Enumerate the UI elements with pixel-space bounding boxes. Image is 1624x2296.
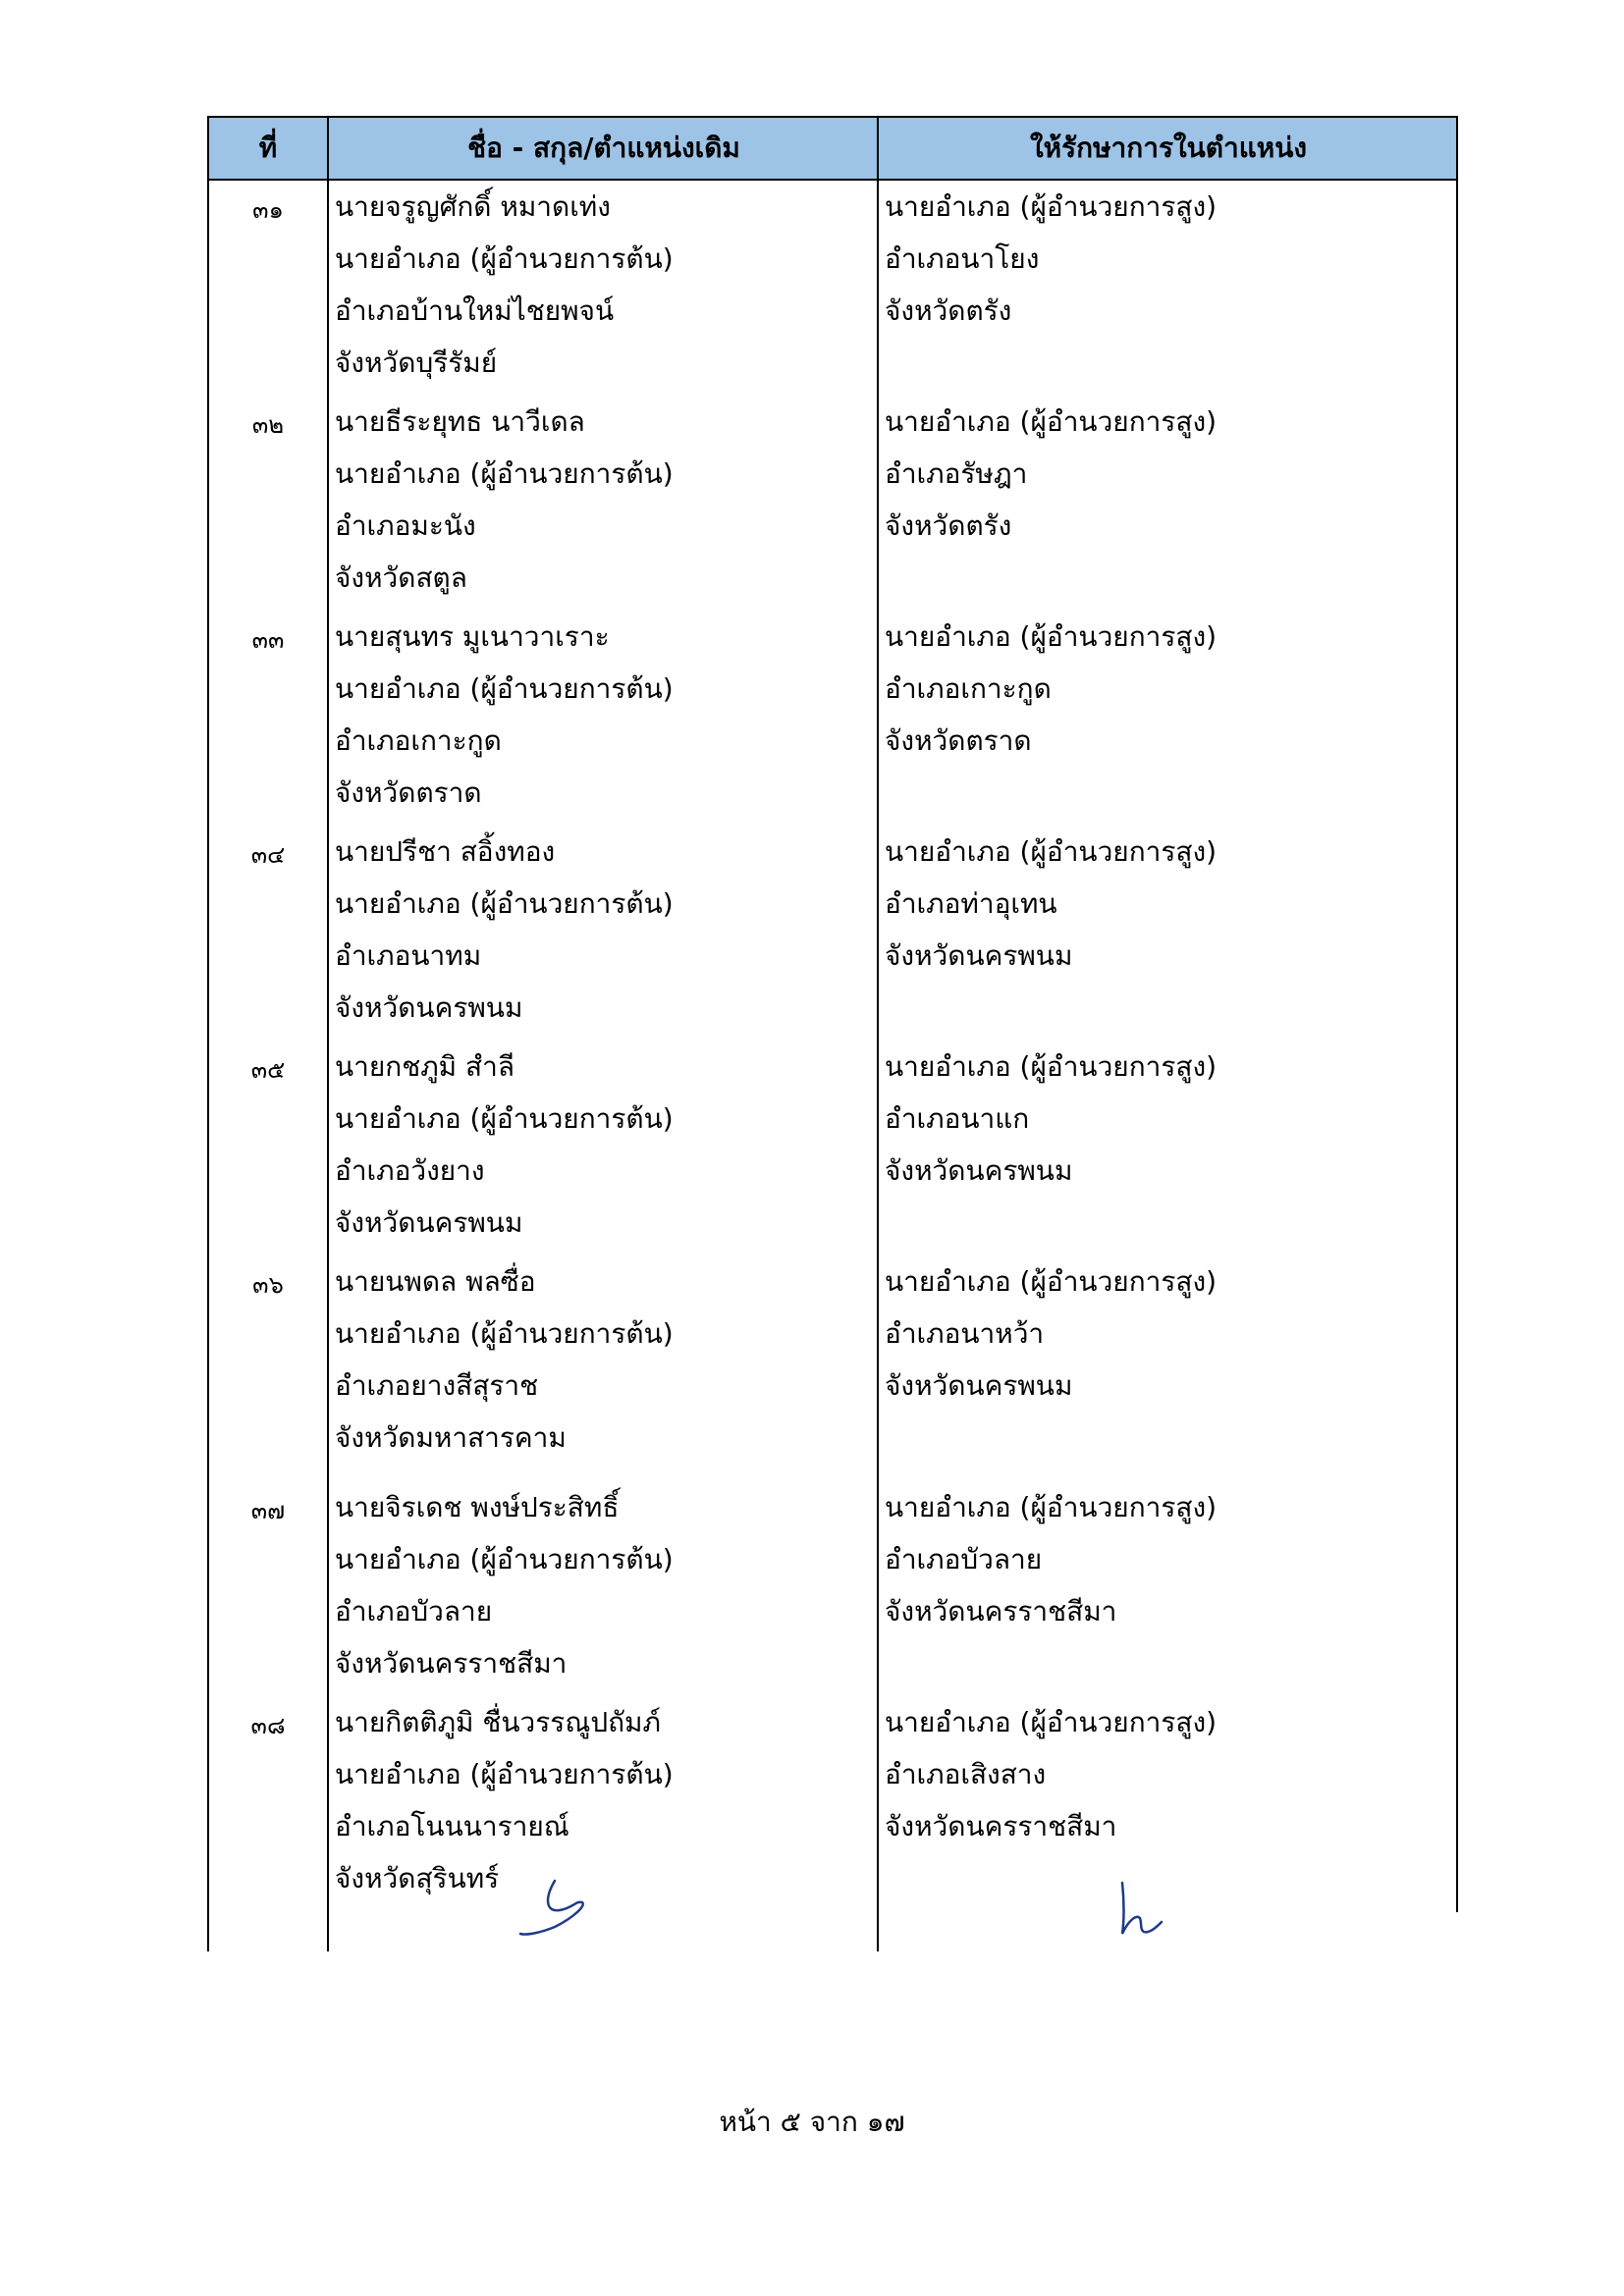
old-title: นายอำเภอ (ผู้อำนวยการต้น) xyxy=(335,1543,674,1575)
old-province: จังหวัดนครราชสีมา xyxy=(335,1647,568,1680)
table-divider-2 xyxy=(877,116,879,1951)
new-title: นายอำเภอ (ผู้อำนวยการสูง) xyxy=(885,1706,1218,1738)
old-position-cell xyxy=(335,396,873,604)
new-position-cell xyxy=(885,826,1452,982)
new-province: จังหวัดตราด xyxy=(885,724,1032,757)
new-province: จังหวัดตรัง xyxy=(885,294,1012,327)
new-province: จังหวัดนครพนม xyxy=(885,1154,1073,1187)
old-position-cell xyxy=(335,1041,873,1249)
old-province: จังหวัดบุรีรัมย์ xyxy=(335,347,498,379)
new-position-cell xyxy=(885,1041,1452,1197)
new-position-cell xyxy=(885,181,1452,337)
new-province: จังหวัดนครพนม xyxy=(885,1369,1073,1402)
new-title: นายอำเภอ (ผู้อำนวยการสูง) xyxy=(885,835,1218,868)
new-position-cell xyxy=(885,611,1452,767)
signature-mark-right xyxy=(1114,1877,1173,1946)
new-district: อำเภอนาหว้า xyxy=(885,1317,1045,1350)
new-district: อำเภอนาโยง xyxy=(885,242,1040,275)
row-number: ๓๑ xyxy=(252,196,284,224)
new-district: อำเภอเกาะกูด xyxy=(885,672,1052,705)
new-district: อำเภอรัษฎา xyxy=(885,457,1028,490)
person-name: นายสุนทร มูเนาวาเราะ xyxy=(335,620,610,653)
old-title: นายอำเภอ (ผู้อำนวยการต้น) xyxy=(335,887,674,920)
new-title: นายอำเภอ (ผู้อำนวยการสูง) xyxy=(885,1265,1218,1298)
row-number: ๓๗ xyxy=(250,1497,286,1524)
table-border-left xyxy=(207,116,209,1951)
old-position-cell xyxy=(335,611,873,819)
old-title: นายอำเภอ (ผู้อำนวยการต้น) xyxy=(335,242,674,275)
old-district: อำเภอเกาะกูด xyxy=(335,724,502,757)
old-province: จังหวัดนครพนม xyxy=(335,1206,523,1239)
old-title: นายอำเภอ (ผู้อำนวยการต้น) xyxy=(335,672,674,705)
new-title: นายอำเภอ (ผู้อำนวยการสูง) xyxy=(885,1050,1218,1083)
row-number: ๓๖ xyxy=(252,1271,284,1299)
row-number: ๓๔ xyxy=(250,841,286,869)
old-province: จังหวัดสตูล xyxy=(335,561,467,594)
old-title: นายอำเภอ (ผู้อำนวยการต้น) xyxy=(335,457,674,490)
old-district: อำเภอนาทม xyxy=(335,939,482,972)
new-district: อำเภอท่าอุเทน xyxy=(885,887,1057,920)
table-header-row xyxy=(207,116,1458,181)
old-position-cell xyxy=(335,181,873,389)
new-title: นายอำเภอ (ผู้อำนวยการสูง) xyxy=(885,1491,1218,1523)
old-district: อำเภอบ้านใหม่ไชยพจน์ xyxy=(335,294,615,327)
appointment-table xyxy=(207,116,1458,1951)
old-title: นายอำเภอ (ผู้อำนวยการต้น) xyxy=(335,1102,674,1135)
person-name: นายธีระยุทธ นาวีเดล xyxy=(335,405,585,438)
person-name: นายจิรเดช พงษ์ประสิทธิ์ xyxy=(335,1491,620,1523)
person-name: นายนพดล พลซื่อ xyxy=(335,1265,536,1298)
person-name: นายปรีชา สอิ้งทอง xyxy=(335,835,556,868)
old-district: อำเภอมะนัง xyxy=(335,509,476,542)
new-position-cell xyxy=(885,1696,1452,1852)
new-province: จังหวัดนครราชสีมา xyxy=(885,1595,1117,1628)
new-district: อำเภอนาแก xyxy=(885,1102,1030,1135)
person-name: นายจรูญศักดิ์ หมาดเท่ง xyxy=(335,190,611,223)
row-number: ๓๘ xyxy=(250,1712,286,1739)
old-position-cell xyxy=(335,826,873,1034)
person-name: นายกชภูมิ สำลี xyxy=(335,1050,515,1083)
new-district: อำเภอเสิงสาง xyxy=(885,1758,1047,1790)
old-district: อำเภอบัวลาย xyxy=(335,1595,493,1628)
old-district: อำเภอยางสีสุราช xyxy=(335,1369,539,1402)
table-border-right xyxy=(1456,116,1458,1912)
new-province: จังหวัดนครราชสีมา xyxy=(885,1810,1117,1842)
old-title: นายอำเภอ (ผู้อำนวยการต้น) xyxy=(335,1758,674,1790)
new-province: จังหวัดนครพนม xyxy=(885,939,1073,972)
new-title: นายอำเภอ (ผู้อำนวยการสูง) xyxy=(885,620,1218,653)
person-name: นายกิตติภูมิ ชื่นวรรณูปถัมภ์ xyxy=(335,1706,661,1738)
row-number: ๓๓ xyxy=(251,626,285,654)
header-name-old-position: ชื่อ - สกุล/ตำแหน่งเดิม xyxy=(467,132,740,164)
new-province: จังหวัดตรัง xyxy=(885,509,1012,542)
old-province: จังหวัดสุรินทร์ xyxy=(335,1862,500,1895)
new-title: นายอำเภอ (ผู้อำนวยการสูง) xyxy=(885,405,1218,438)
row-number: ๓๕ xyxy=(250,1056,286,1084)
new-position-cell xyxy=(885,396,1452,552)
new-position-cell xyxy=(885,1481,1452,1637)
old-district: อำเภอวังยาง xyxy=(335,1154,485,1187)
page-number: หน้า ๕ จาก ๑๗ xyxy=(719,2106,905,2138)
old-province: จังหวัดนครพนม xyxy=(335,991,523,1024)
old-title: นายอำเภอ (ผู้อำนวยการต้น) xyxy=(335,1317,674,1350)
old-district: อำเภอโนนนารายณ์ xyxy=(335,1810,569,1842)
new-title: นายอำเภอ (ผู้อำนวยการสูง) xyxy=(885,190,1218,223)
row-number: ๓๒ xyxy=(251,411,285,439)
new-district: อำเภอบัวลาย xyxy=(885,1543,1043,1575)
new-position-cell xyxy=(885,1255,1452,1412)
table-divider-1 xyxy=(327,116,329,1951)
signature-mark-left xyxy=(515,1873,614,1942)
old-position-cell xyxy=(335,1255,873,1464)
header-acting-position: ให้รักษาการในตำแหน่ง xyxy=(1029,132,1308,164)
old-province: จังหวัดมหาสารคาม xyxy=(335,1421,567,1454)
old-province: จังหวัดตราด xyxy=(335,776,482,809)
header-number: ที่ xyxy=(258,132,278,164)
old-position-cell xyxy=(335,1481,873,1689)
